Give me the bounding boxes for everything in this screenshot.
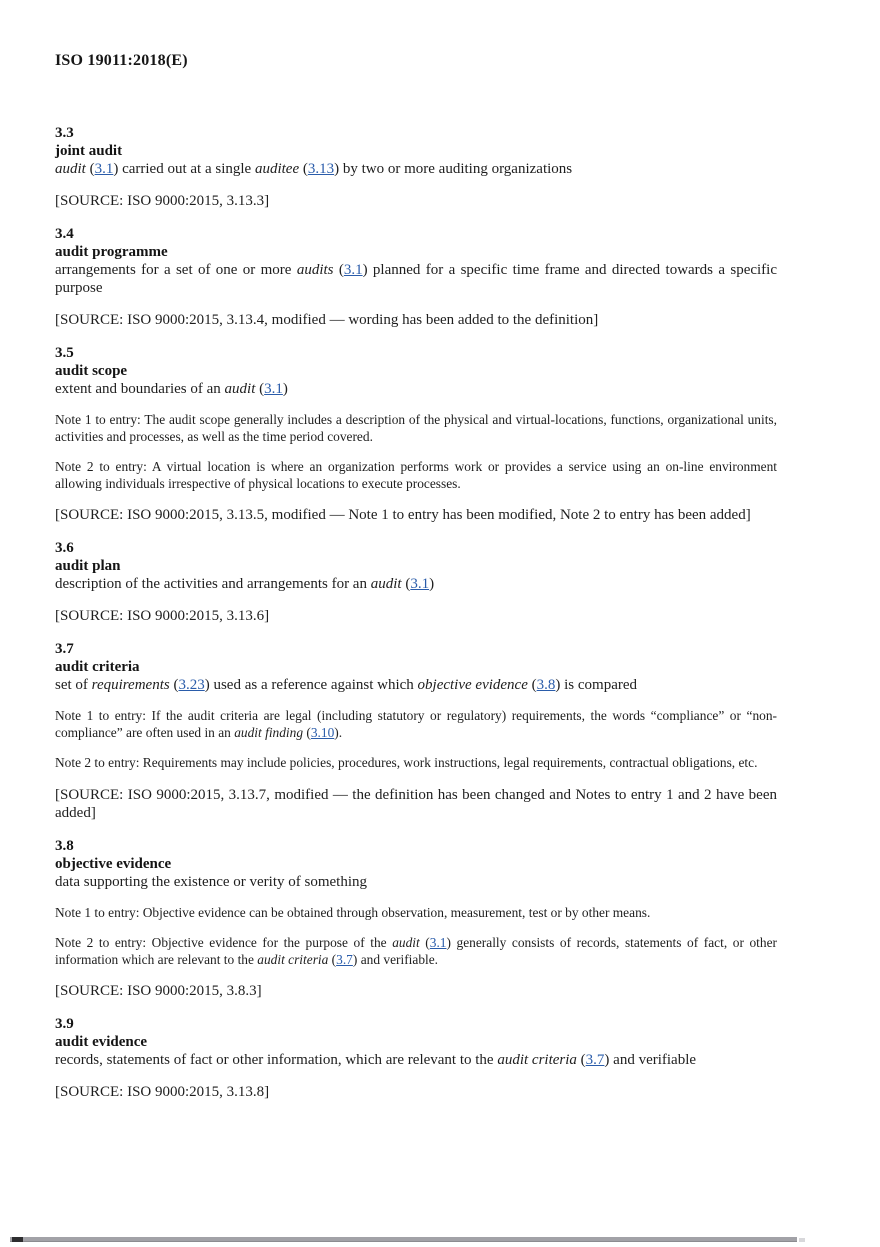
source-line: [SOURCE: ISO 9000:2015, 3.13.7, modified — the definition has been changed and Notes to entry 1 and 2 have been added] xyxy=(55,786,777,821)
source-line: [SOURCE: ISO 9000:2015, 3.13.6] xyxy=(55,608,270,624)
note-to-entry: Note 2 to entry: Requirements may include policies, procedures, work instructions, legal requirements, contractual obligations, etc. xyxy=(55,755,758,770)
source-line: [SOURCE: ISO 9000:2015, 3.13.3] xyxy=(55,193,270,209)
cross-reference-link[interactable]: 3.1 xyxy=(410,576,430,592)
notes xyxy=(55,412,777,492)
note-to-entry: Note 1 to entry: If the audit criteria are legal (including statutory or regulatory) requirements, the words “compliance” or “non-compliance” are often used in an audit finding (3.10). xyxy=(55,708,777,740)
term-id: 3.7 xyxy=(55,641,74,657)
term-section xyxy=(55,640,777,822)
term-id: 3.3 xyxy=(55,125,74,141)
term-definition: audit (3.1) carried out at a single auditee (3.13) by two or more auditing organizations xyxy=(55,161,573,177)
notes xyxy=(55,708,777,772)
document-header: ISO 19011:2018(E) xyxy=(55,52,188,69)
italic-term: auditee xyxy=(254,161,300,177)
cross-reference-link[interactable]: 3.8 xyxy=(536,677,556,693)
note-to-entry: Note 2 to entry: A virtual location is where an organization performs work or provides a service using an on-line environment allowing individuals irrespective of physical locations to execute processes. xyxy=(55,459,777,491)
scrollbar-endcap xyxy=(799,1238,805,1242)
cross-reference-link[interactable]: 3.1 xyxy=(264,381,283,397)
term-name: audit evidence xyxy=(55,1034,148,1050)
term-name: audit criteria xyxy=(55,659,140,675)
term-section xyxy=(55,539,777,625)
term-id: 3.5 xyxy=(55,345,74,361)
source-line: [SOURCE: ISO 9000:2015, 3.13.5, modified — Note 1 to entry has been modified, Note 2 to entry has been added] xyxy=(55,507,751,523)
term-id: 3.6 xyxy=(55,540,74,556)
cross-reference-link[interactable]: 3.13 xyxy=(307,161,335,177)
cross-reference-link[interactable]: 3.1 xyxy=(343,262,363,278)
term-section xyxy=(55,225,777,329)
italic-term: audits xyxy=(296,262,334,278)
term-id: 3.8 xyxy=(55,837,74,854)
italic-term: requirements xyxy=(91,677,170,693)
page-content xyxy=(55,52,777,1101)
source-line: [SOURCE: ISO 9000:2015, 3.8.3] xyxy=(55,983,262,999)
italic-term: audit criteria xyxy=(497,1052,577,1068)
term-id: 3.4 xyxy=(55,226,74,242)
term-name: audit scope xyxy=(55,363,128,379)
term-section xyxy=(55,837,777,1001)
italic-term: objective evidence xyxy=(417,677,528,693)
italic-term: audit xyxy=(370,576,402,592)
note-to-entry: Note 1 to entry: Objective evidence can be obtained through observation, measurement, test or by other means. xyxy=(55,904,651,920)
italic-term: audit xyxy=(392,935,420,950)
term-definition: set of requirements (3.23) used as a reference against which objective evidence (3.8) is compared xyxy=(55,677,638,693)
term-name: objective evidence xyxy=(55,855,172,872)
cross-reference-link[interactable]: 3.7 xyxy=(336,951,353,967)
cross-reference-link[interactable]: 3.7 xyxy=(585,1052,605,1068)
source-line: [SOURCE: ISO 9000:2015, 3.13.4, modified — wording has been added to the definition] xyxy=(55,312,599,328)
note-to-entry: Note 1 to entry: The audit scope generally includes a description of the physical and virtual-locations, functions, organizational units, activities and processes, as well as the time period covered. xyxy=(55,412,777,444)
term-section xyxy=(55,344,777,524)
cross-reference-link[interactable]: 3.10 xyxy=(310,724,335,740)
italic-term: audit finding xyxy=(234,724,304,740)
term-definition: description of the activities and arrangements for an audit (3.1) xyxy=(55,576,435,592)
scrollbar-thumb[interactable] xyxy=(12,1237,23,1242)
term-section xyxy=(55,1015,777,1101)
notes xyxy=(55,905,777,969)
term-section xyxy=(55,124,777,210)
term-definition: data supporting the existence or verity of something xyxy=(55,873,368,890)
term-definition: arrangements for a set of one or more audits (3.1) planned for a specific time frame and directed towards a specific purpose xyxy=(55,262,777,296)
source-line: [SOURCE: ISO 9000:2015, 3.13.8] xyxy=(55,1084,270,1100)
cross-reference-link[interactable]: 3.23 xyxy=(178,677,205,693)
term-name: joint audit xyxy=(55,143,123,159)
term-name: audit plan xyxy=(55,558,121,574)
note-to-entry: Note 2 to entry: Objective evidence for the purpose of the audit (3.1) generally consists of records, statements of fact, or other information which are relevant to the audit criteria (3.7) and verifiable. xyxy=(55,935,777,967)
horizontal-scrollbar[interactable] xyxy=(10,1237,797,1242)
italic-term: audit xyxy=(55,161,86,177)
cross-reference-link[interactable]: 3.1 xyxy=(94,161,114,177)
term-id: 3.9 xyxy=(55,1016,74,1032)
definitions-list xyxy=(55,124,777,1101)
cross-reference-link[interactable]: 3.1 xyxy=(429,935,447,950)
italic-term: audit xyxy=(224,381,256,397)
term-name: audit programme xyxy=(55,244,168,260)
term-definition: records, statements of fact or other information, which are relevant to the audit criteria (3.7) and verifiable xyxy=(55,1052,697,1068)
italic-term: audit criteria xyxy=(257,951,329,967)
term-definition: extent and boundaries of an audit (3.1) xyxy=(55,381,288,397)
